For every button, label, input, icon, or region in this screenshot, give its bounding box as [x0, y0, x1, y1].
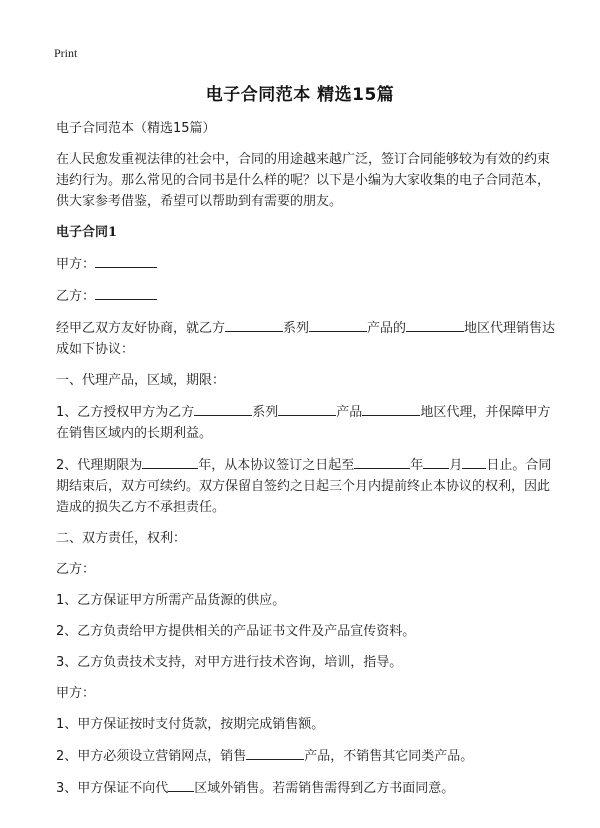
- c1-2-text-4: 月: [449, 458, 463, 473]
- a-item-3-text-2: 区域外销售。若需销售需得到乙方书面同意。: [194, 781, 455, 796]
- party-b-blank: [95, 285, 157, 300]
- intro-paragraph: 在人民愈发重视法律的社会中，合同的用途越来越广泛，签订合同能够较为有效的约束违约行为。那么常见的合同书是什么样的呢？以下是小编为大家收集的电子合同范本，供大家参考借鉴，希望可以帮助到有需要的朋友。: [56, 152, 551, 209]
- party-a-item-1: 1、甲方保证按时支付货款，按期完成销售额。: [56, 717, 325, 732]
- blank-c1-series: [278, 401, 336, 416]
- blank-c1-brand: [194, 401, 252, 416]
- agreement-text-3: 产品的: [367, 321, 407, 336]
- c1-1-text-3: 产品: [336, 405, 363, 420]
- blank-end-year: [354, 454, 410, 469]
- party-a-label: 甲方：: [56, 257, 96, 272]
- blank-a-product: [246, 745, 304, 760]
- document-body: [56, 118, 556, 809]
- blank-region: [406, 317, 464, 332]
- blank-brand: [225, 317, 283, 332]
- blank-series: [309, 317, 367, 332]
- clause-1-item-1: [56, 401, 556, 444]
- a-item-2-text-1: 2、甲方必须设立营销网点，销售: [56, 749, 247, 764]
- c1-1-text-2: 系列: [252, 405, 279, 420]
- clause-1-heading: 一、代理产品，区域，期限：: [56, 373, 226, 388]
- blank-end-day: [462, 454, 486, 469]
- party-a-item-3: [56, 777, 556, 799]
- agreement-text-4: 地区代理销售达成如下协议：: [56, 321, 556, 357]
- party-b-label: 乙方：: [56, 289, 96, 304]
- c1-2-text-1: 2、代理期限为: [56, 458, 143, 473]
- document-title: 电子合同范本 精选15篇: [205, 85, 395, 105]
- blank-a-region: [168, 777, 194, 792]
- c1-1-text-4: 地区代理，并保障甲方在销售区域内的长期利益。: [56, 405, 551, 441]
- party-b-subheading: 乙方：: [56, 562, 96, 577]
- clause-2-heading: 二、双方责任，权利：: [56, 531, 187, 546]
- party-b-field: [56, 285, 556, 307]
- party-a-blank: [95, 253, 157, 268]
- c1-2-text-5: 日止。合同期结束后，双方可续约。双方保留自签约之日起三个月内提前终止本协议的权利，因此造成的损失乙方不承担责任。: [56, 458, 552, 515]
- c1-2-text-3: 年: [410, 458, 424, 473]
- agreement-text-1: 经甲乙双方友好协商，就乙方: [56, 321, 226, 336]
- party-b-item-2: 2、乙方负责给甲方提供相关的产品证书文件及产品宣传资料。: [56, 624, 416, 639]
- clause-1-item-2: [56, 454, 556, 518]
- a-item-3-text-1: 3、甲方保证不向代: [56, 781, 169, 796]
- party-b-item-1: 1、乙方保证甲方所需产品货源的供应。: [56, 593, 286, 608]
- section-heading: 电子合同1: [56, 225, 118, 240]
- c1-2-text-2: 年，从本协议签订之日起至: [198, 458, 355, 473]
- a-item-2-text-2: 产品，不销售其它同类产品。: [304, 749, 474, 764]
- party-a-subheading: 甲方：: [56, 686, 96, 701]
- party-a-field: [56, 253, 556, 275]
- party-b-item-3: 3、乙方负责技术支持，对甲方进行技术咨询，培训，指导。: [56, 655, 403, 670]
- c1-1-text-1: 1、乙方授权甲方为乙方: [56, 405, 195, 420]
- agreement-paragraph: [56, 317, 556, 360]
- party-a-item-2: [56, 745, 556, 767]
- blank-years: [142, 454, 198, 469]
- blank-end-month: [423, 454, 449, 469]
- agreement-text-2: 系列: [283, 321, 310, 336]
- blank-c1-region: [362, 401, 420, 416]
- print-label[interactable]: Print: [54, 46, 78, 60]
- document-subtitle: 电子合同范本（精选15篇）: [56, 121, 216, 136]
